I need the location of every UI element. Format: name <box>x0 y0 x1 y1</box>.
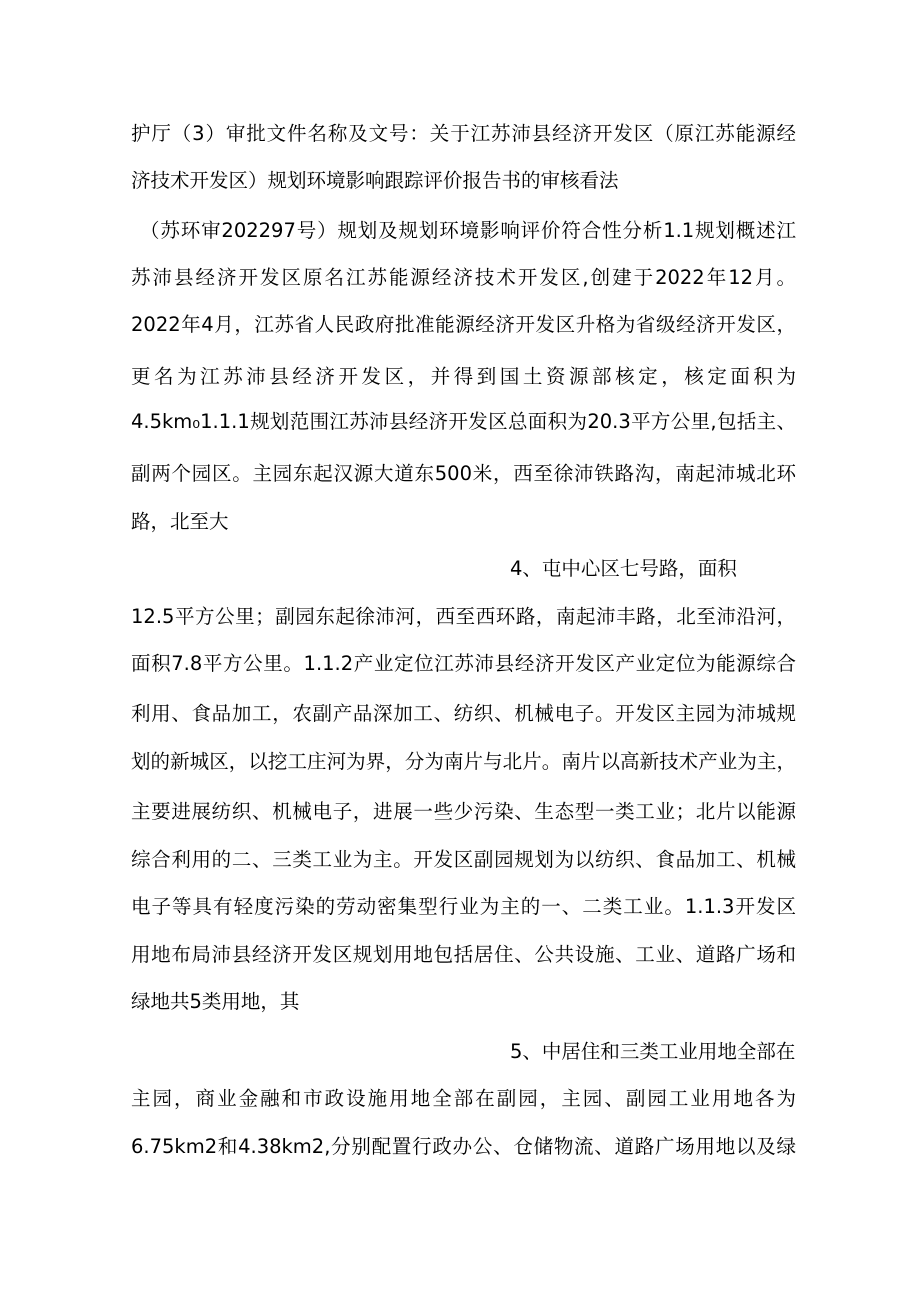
text-line: （苏环审202297号）规划及规划环境影响评价符合性分析1.1规划概述江 <box>140 219 796 242</box>
text-line: 6.75km2和4.38km2,分别配置行政办公、仓储物流、道路广场用地以及绿 <box>131 1135 796 1158</box>
text-line: 用地布局沛县经济开发区规划用地包括居住、公共设施、工业、道路广场和 <box>131 943 796 966</box>
text-line: 综合利用的二、三类工业为主。开发区副园规划为以纺织、食品加工、机械 <box>131 848 796 871</box>
text-line: 4.5km₀1.1.1规划范围江苏沛县经济开发区总面积为20.3平方公里,包括主、 <box>131 410 796 433</box>
text-line: 5、中居住和三类工业用地全部在 <box>510 1040 796 1063</box>
text-line: 济技术开发区）规划环境影响跟踪评价报告书的审核看法 <box>131 169 619 192</box>
text-line: 更名为江苏沛县经济开发区，并得到国土资源部核定，核定面积为 <box>131 365 796 388</box>
text-line: 主园，商业金融和市政设施用地全部在副园，主园、副园工业用地各为 <box>131 1087 796 1110</box>
text-line: 4、屯中心区七号路，面积 <box>510 557 737 580</box>
text-line: 副两个园区。主园东起汉源大道东500米，西至徐沛铁路沟，南起沛城北环 <box>131 462 796 485</box>
text-line: 面积7.8平方公里。1.1.2产业定位江苏沛县经济开发区产业定位为能源综合 <box>131 652 796 675</box>
text-line: 2022年4月，江苏省人民政府批准能源经济开发区升格为省级经济开发区， <box>131 313 796 336</box>
text-line: 12.5平方公里；副园东起徐沛河，西至西环路，南起沛丰路，北至沛沿河， <box>131 605 796 628</box>
text-line: 划的新城区，以挖工庄河为界，分为南片与北片。南片以高新技术产业为主， <box>131 750 796 773</box>
text-line: 利用、食品加工，农副产品深加工、纺织、机械电子。开发区主园为沛城规 <box>131 702 796 725</box>
text-line: 苏沛县经济开发区原名江苏能源经济技术开发区,创建于2022年12月。 <box>131 266 796 289</box>
text-line: 电子等具有轻度污染的劳动密集型行业为主的一、二类工业。1.1.3开发区 <box>131 895 796 918</box>
text-line: 路，北至大 <box>131 510 229 533</box>
text-line: 绿地共5类用地，其 <box>131 990 300 1013</box>
text-line: 主要进展纺织、机械电子，进展一些少污染、生态型一类工业；北片以能源 <box>131 800 796 823</box>
text-line: 护厅（3）审批文件名称及文号：关于江苏沛县经济开发区（原江苏能源经 <box>131 122 796 145</box>
